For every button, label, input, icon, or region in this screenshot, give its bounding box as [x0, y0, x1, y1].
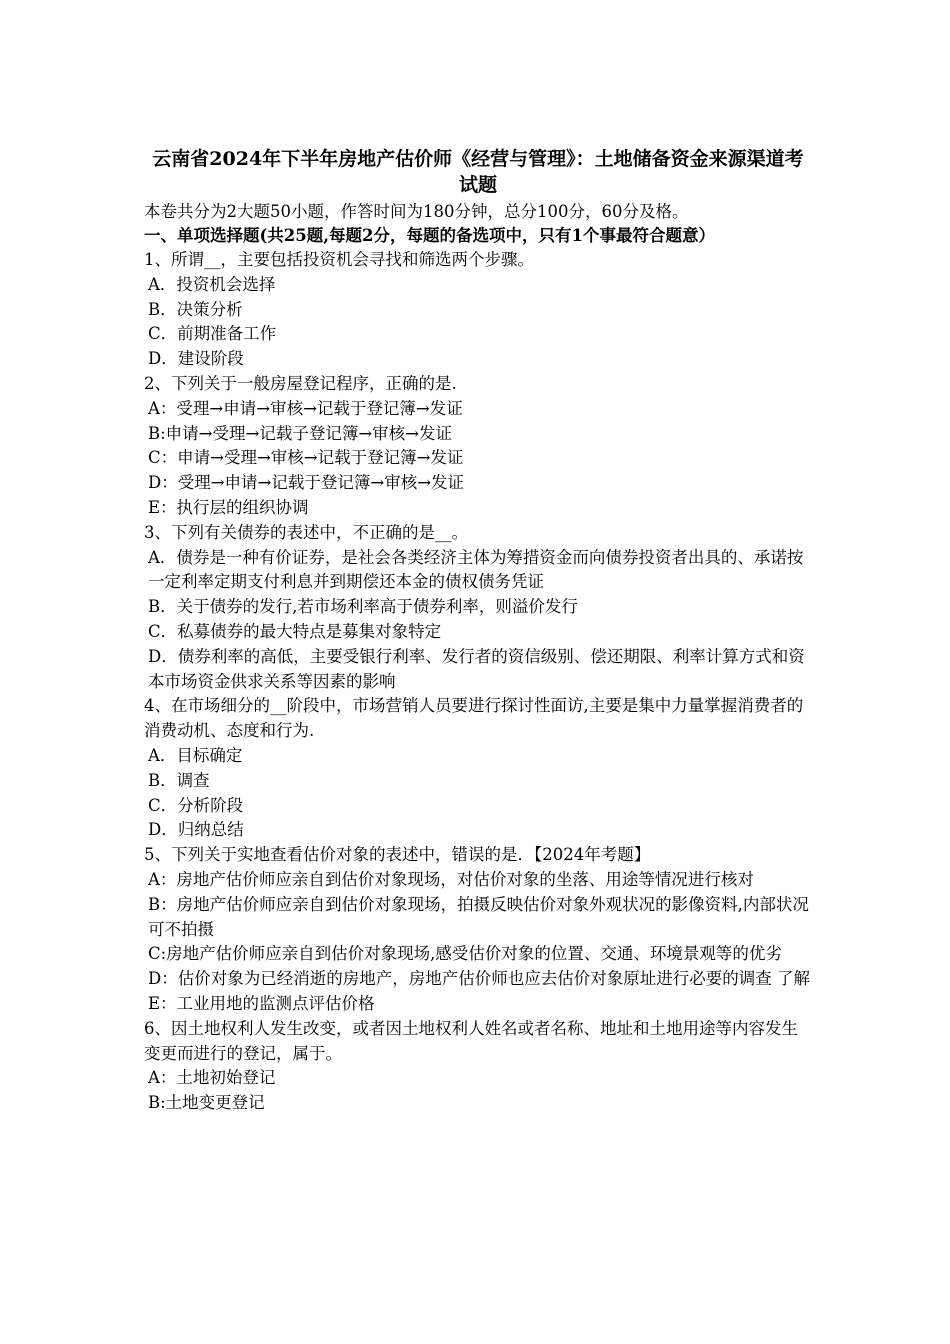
- answer-option: E：工业用地的监测点评估价格: [148, 993, 375, 1013]
- answer-option: B．关于债券的发行,若市场利率高于债券利率，则溢价发行: [148, 597, 578, 617]
- question-block: [144, 248, 812, 372]
- question-stem: 2、下列关于一般房屋登记程序，正确的是.: [144, 373, 457, 393]
- answer-option: A．投资机会选择: [148, 274, 276, 294]
- document-page: [144, 146, 812, 1116]
- question-stem: 6、因土地权利人发生改变，或者因土地权利人姓名或者名称、地址和土地用途等内容发生变更而进行的登记，属于。: [144, 1018, 798, 1063]
- answer-option: A．目标确定: [148, 745, 243, 765]
- answer-option: A：土地初始登记: [148, 1068, 276, 1088]
- answer-option: B:土地变更登记: [148, 1093, 265, 1113]
- answer-option: B．决策分析: [148, 299, 243, 319]
- answer-option: D：受理→申请→记载于登记簿→审核→发证: [148, 473, 465, 493]
- question-list: [144, 248, 812, 1116]
- answer-option: C:房地产估价师应亲自到估价对象现场,感受估价对象的位置、交通、环境景观等的优劣: [148, 944, 782, 964]
- question-block: [144, 521, 812, 695]
- answer-option: D．债券利率的高低，主要受银行利率、发行者的资信级别、偿还期限、利率计算方式和资本市场资金供求关系等因素的影响: [148, 646, 805, 691]
- answer-option: A：房地产估价师应亲自到估价对象现场，对估价对象的坐落、用途等情况进行核对: [148, 869, 754, 889]
- question-block: [144, 843, 812, 1017]
- answer-option: D．归纳总结: [148, 820, 244, 840]
- answer-option: C：申请→受理→审核→记载于登记簿→发证: [148, 448, 464, 468]
- answer-option: D．建设阶段: [148, 349, 244, 369]
- question-block: [144, 694, 812, 843]
- question-block: [144, 1017, 812, 1116]
- question-block: [144, 372, 812, 521]
- answer-option: B：房地产估价师应亲自到估价对象现场，拍摄反映估价对象外观状况的影像资料,内部状况可不拍摄: [148, 894, 809, 939]
- answer-option: B:申请→受理→记载子登记簿→审核→发证: [148, 423, 452, 443]
- document-title: 云南省2024年下半年房地产估价师《经营与管理》：土地储备资金来源渠道考试题: [152, 148, 804, 196]
- question-stem: 3、下列有关债券的表述中，不正确的是__。: [144, 522, 468, 542]
- answer-option: C．分析阶段: [148, 795, 244, 815]
- answer-option: A．债券是一种有价证券，是社会各类经济主体为筹措资金而向债券投资者出具的、承诺按一定利率定期支付利息并到期偿还本金的债权债务凭证: [148, 547, 804, 592]
- answer-option: B．调查: [148, 770, 210, 790]
- exam-intro: 本卷共分为2大题50小题，作答时间为180分钟，总分100分，60分及格。: [144, 202, 689, 221]
- answer-option: E：执行层的组织协调: [148, 497, 309, 517]
- answer-option: D：估价对象为已经消逝的房地产，房地产估价师也应去估价对象原址进行必要的调查 了解: [148, 969, 810, 989]
- answer-option: C．前期准备工作: [148, 324, 277, 344]
- question-stem: 4、在市场细分的__阶段中，市场营销人员要进行探讨性面访,主要是集中力量掌握消费者的消费动机、态度和行为.: [144, 696, 804, 741]
- question-stem: 5、下列关于实地查看估价对象的表述中，错误的是．【2024年考题】: [144, 845, 651, 865]
- section-heading: 一、单项选择题(共25题,每题2分，每题的备选项中，只有1个事最符合题意）: [144, 226, 715, 245]
- question-stem: 1、所谓__，主要包括投资机会寻找和筛选两个步骤。: [144, 250, 534, 269]
- answer-option: C．私募债券的最大特点是募集对象特定: [148, 621, 442, 641]
- answer-option: A：受理→申请→审核→记载于登记簿→发证: [148, 398, 463, 418]
